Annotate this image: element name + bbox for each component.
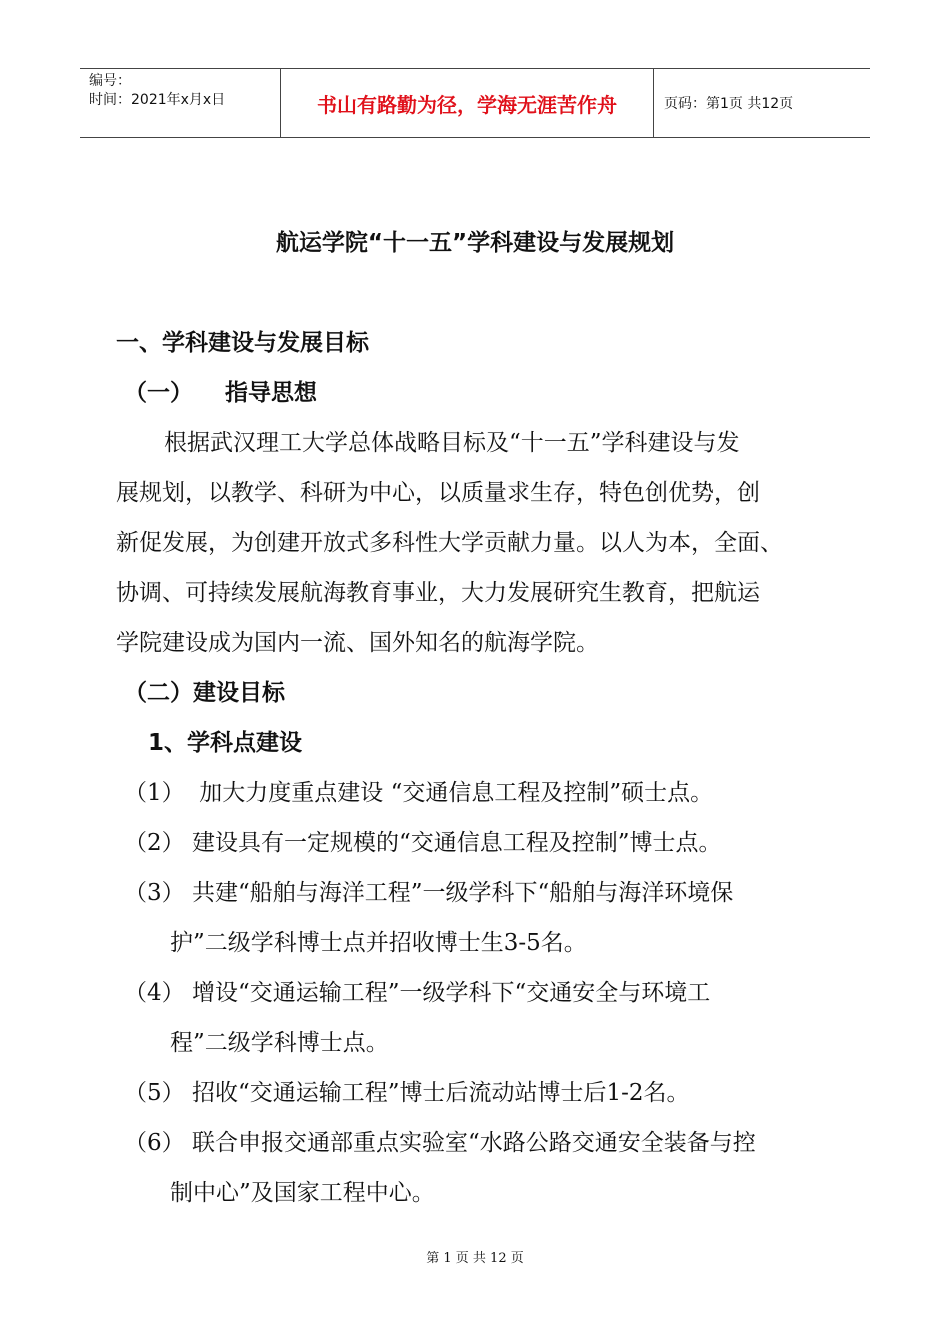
list-item: （2） 建设具有一定规模的“交通信息工程及控制”博士点。 [124, 830, 722, 856]
number-label: 编号： [89, 73, 131, 89]
list-item: （3） 共建“船舶与海洋工程”一级学科下“船舶与海洋环境保 [124, 880, 734, 906]
page-footer: 第 1 页 共 12 页 [426, 1251, 524, 1266]
header-meta [80, 69, 281, 137]
paragraph-line: 根据武汉理工大学总体战略目标及“十一五”学科建设与发 [164, 430, 740, 456]
list-item: （1） 加大力度重点建设 “交通信息工程及控制”硕士点。 [124, 780, 714, 806]
list-item-continuation: 护”二级学科博士点并招收博士生3-5名。 [170, 930, 587, 956]
list-item-continuation: 制中心”及国家工程中心。 [170, 1180, 435, 1206]
page-header [80, 68, 870, 138]
document-title: 航运学院“十一五”学科建设与发展规划 [275, 230, 675, 256]
subsection-heading-goals: （二）建设目标 [124, 680, 285, 706]
paragraph-line: 学院建设成为国内一流、国外知名的航海学院。 [116, 630, 599, 656]
header-motto: 书山有路勤为径，学海无涯苦作舟 [281, 69, 654, 137]
list-item: （6） 联合申报交通部重点实验室“水路公路交通安全装备与控 [124, 1130, 756, 1156]
list-item: （4） 增设“交通运输工程”一级学科下“交通安全与环境工 [124, 980, 711, 1006]
section-heading: 一、学科建设与发展目标 [116, 330, 369, 356]
subsection-heading-guiding: （一） 指导思想 [124, 380, 318, 406]
header-page-info: 页码：第1页 共12页 [664, 96, 794, 112]
point-heading: 1、学科点建设 [148, 730, 303, 756]
time-label: 时间：2021年x月x日 [89, 92, 226, 108]
paragraph-line: 协调、可持续发展航海教育事业，大力发展研究生教育，把航运 [116, 580, 760, 606]
list-item-continuation: 程”二级学科博士点。 [170, 1030, 389, 1056]
paragraph-line: 新促发展，为创建开放式多科性大学贡献力量。以人为本，全面、 [116, 530, 783, 556]
list-item: （5） 招收“交通运输工程”博士后流动站博士后1-2名。 [124, 1080, 690, 1106]
paragraph-line: 展规划，以教学、科研为中心，以质量求生存，特色创优势，创 [116, 480, 760, 506]
